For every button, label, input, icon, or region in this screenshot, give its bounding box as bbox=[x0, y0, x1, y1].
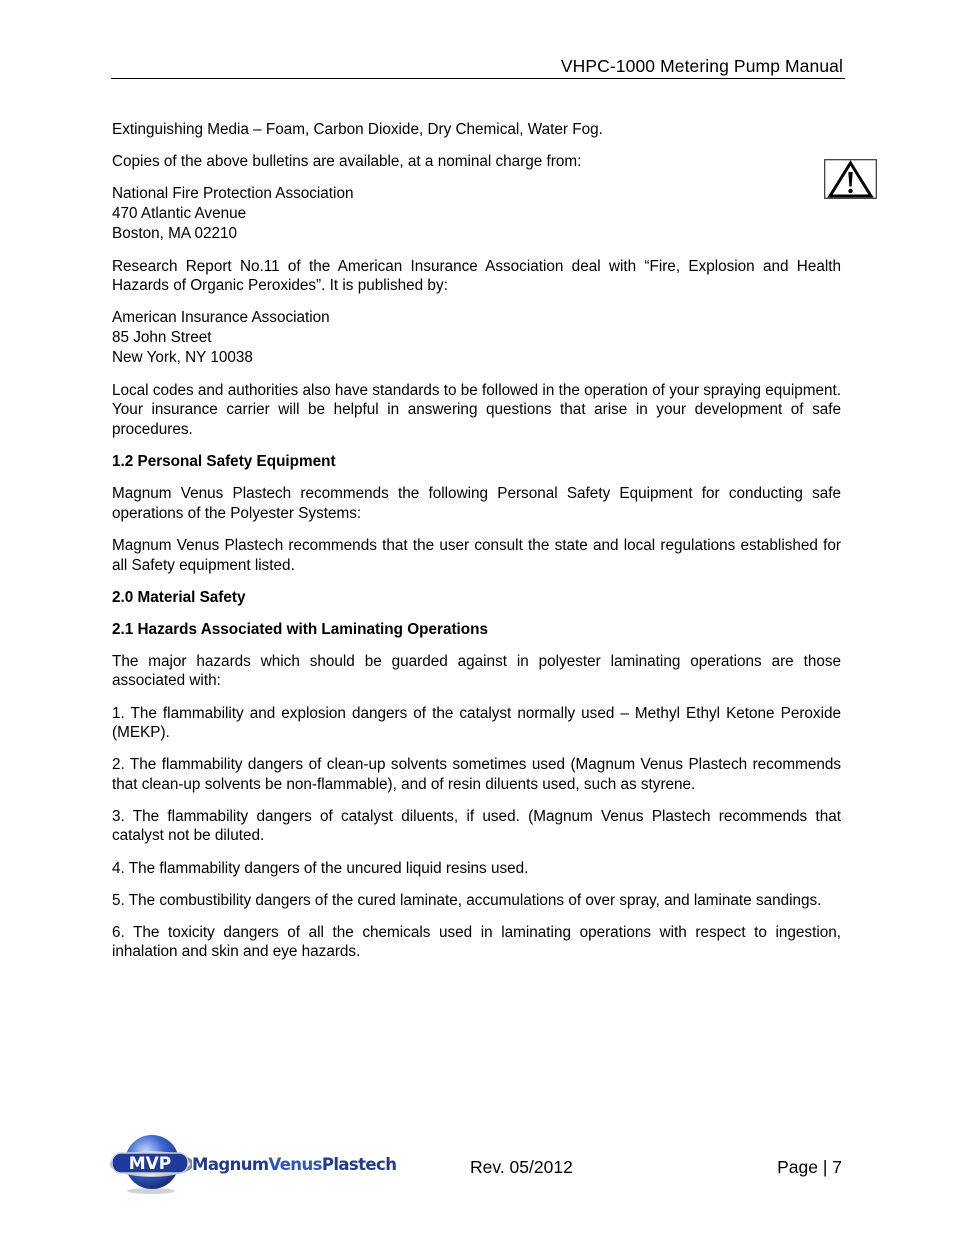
logo-word-magnum: Magnum bbox=[192, 1155, 269, 1174]
address-line: 85 John Street bbox=[112, 329, 212, 347]
heading-personal-safety-equipment: 1.2 Personal Safety Equipment bbox=[112, 453, 336, 471]
revision-label: Rev. 05/2012 bbox=[470, 1157, 573, 1177]
address-line: American Insurance Association bbox=[112, 309, 330, 327]
address-line: New York, NY 10038 bbox=[112, 349, 253, 367]
page-header-title: VHPC-1000 Metering Pump Manual bbox=[560, 56, 843, 76]
list-item: 2. The flammability dangers of clean-up solvents sometimes used (Magnum Venus Plastech recommends that clean-up solvents be non-flammable), and of resin diluents used, such as styrene. bbox=[112, 756, 841, 793]
mvp-globe-icon bbox=[110, 1133, 192, 1195]
logo-badge-text: MVP bbox=[128, 1154, 172, 1174]
paragraph-regulations: Magnum Venus Plastech recommends that the user consult the state and local regulations established for all Safety equipment listed. bbox=[112, 536, 841, 574]
page-number: Page | 7 bbox=[777, 1157, 842, 1177]
paragraph-research-report: Research Report No.11 of the American Insurance Association deal with “Fire, Explosion and Health Hazards of Organic Peroxides”. It is published by: bbox=[112, 257, 841, 295]
paragraph-major-hazards: The major hazards which should be guarded against in polyester laminating operations are those associated with: bbox=[112, 652, 841, 690]
paragraph-local-codes: Local codes and authorities also have standards to be followed in the operation of your spraying equipment. Your insurance carrier will be helpful in answering questions that arise in your development of safe procedures. bbox=[112, 381, 841, 439]
address-line: Boston, MA 02210 bbox=[112, 225, 238, 243]
heading-material-safety: 2.0 Material Safety bbox=[112, 588, 246, 606]
logo-word-venus: Venus bbox=[268, 1155, 322, 1174]
list-item: 1. The flammability and explosion dangers of the catalyst normally used – Methyl Ethyl Ketone Peroxide (MEKP). bbox=[112, 704, 841, 742]
logo-wordmark bbox=[192, 1155, 396, 1174]
address-nfpa bbox=[112, 184, 841, 244]
logo-word-plastech: Plastech bbox=[321, 1155, 397, 1174]
list-item: 6. The toxicity dangers of all the chemicals used in laminating operations with respect to ingestion, inhalation and skin and eye hazards. bbox=[112, 923, 841, 961]
address-line: National Fire Protection Association bbox=[112, 185, 354, 203]
list-item: 3. The flammability dangers of catalyst diluents, if used. (Magnum Venus Plastech recommends that catalyst not be diluted. bbox=[112, 807, 841, 845]
paragraph-copies: Copies of the above bulletins are available, at a nominal charge from: bbox=[112, 153, 582, 171]
paragraph-pse-recommendation: Magnum Venus Plastech recommends the following Personal Safety Equipment for conducting safe operations of the Polyester Systems: bbox=[112, 485, 841, 522]
page-body bbox=[112, 120, 841, 974]
list-item: 4. The flammability dangers of the uncured liquid resins used. bbox=[112, 859, 529, 877]
paragraph-extinguishing-media: Extinguishing Media – Foam, Carbon Dioxide, Dry Chemical, Water Fog. bbox=[112, 121, 603, 138]
heading-laminating-hazards: 2.1 Hazards Associated with Laminating Operations bbox=[112, 620, 488, 638]
company-logo bbox=[110, 1133, 397, 1195]
list-item: 5. The combustibility dangers of the cured laminate, accumulations of over spray, and laminate sandings. bbox=[112, 891, 822, 909]
address-line: 470 Atlantic Avenue bbox=[112, 205, 247, 223]
address-aia bbox=[112, 308, 841, 368]
header-divider bbox=[111, 78, 845, 79]
